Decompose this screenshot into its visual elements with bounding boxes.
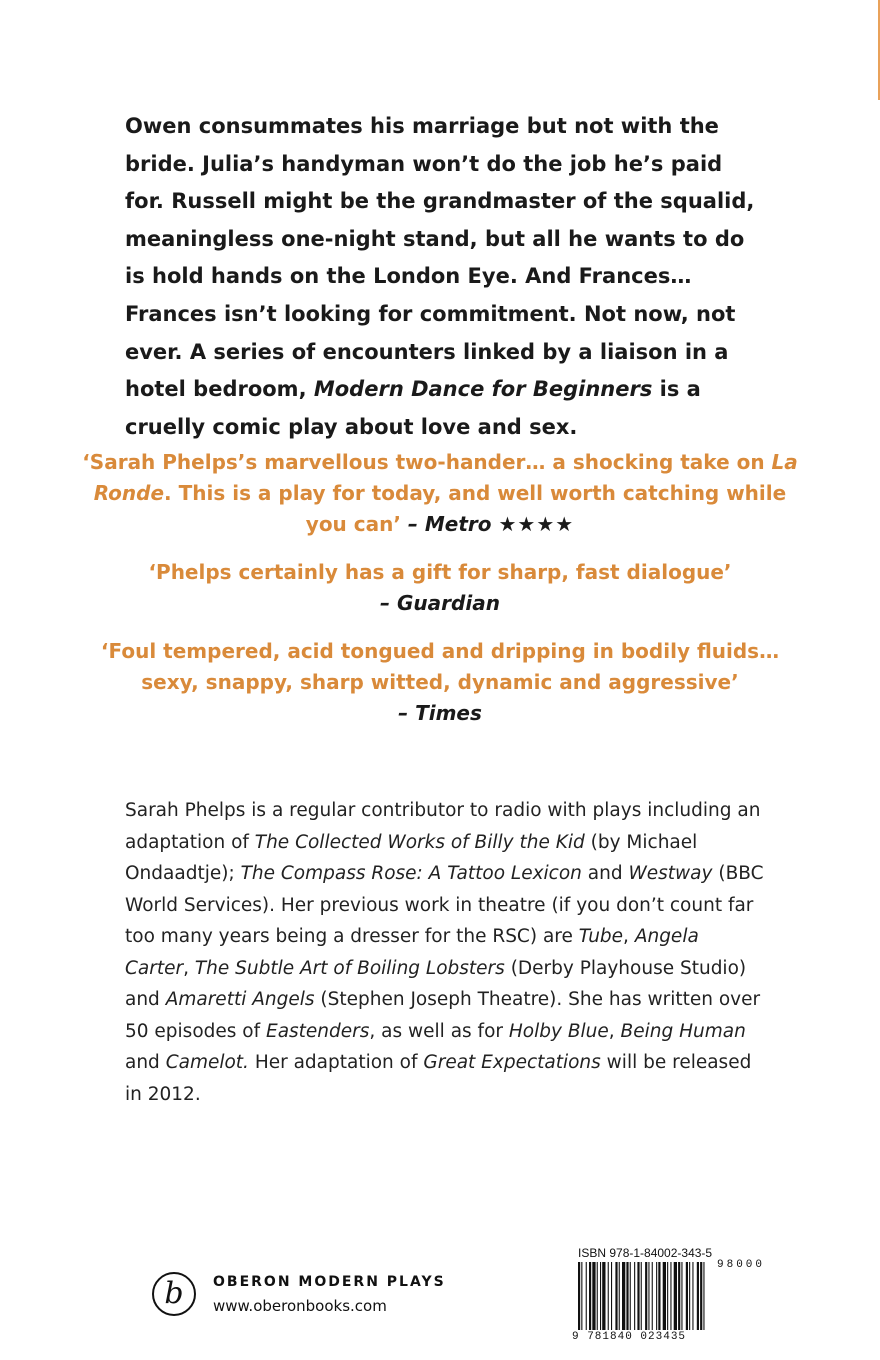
synopsis-blurb [125, 108, 765, 446]
barcode-bar [648, 1262, 649, 1330]
barcode-bar [597, 1262, 598, 1330]
barcode-bar [622, 1262, 625, 1330]
barcode-bar [630, 1262, 631, 1330]
synopsis-paragraph: Owen consummates his marriage but not with the bride. Julia’s handyman won’t do the job he’s paid for. Russell might be the grandmaster of the squalid, meaningless one-night stand, but all he wants to do is hold hands on the London Eye. And Frances… Frances isn’t looking for commitment. Not now, not ever. A series of encounters linked by a liaison in a hotel bedroom, Modern Dance for Beginners is a cruelly comic play about love and sex. [125, 114, 755, 439]
barcode-bar [626, 1262, 628, 1330]
barcode-bar [670, 1262, 671, 1330]
review-quote-times: ‘Foul tempered, acid tongued and dripping in bodily fluids… sexy, snappy, sharp witted, dynamic and aggressive’ – Times [100, 639, 780, 725]
barcode-bar [641, 1262, 642, 1330]
barcode-bar [589, 1262, 591, 1330]
barcode-bar [689, 1262, 690, 1330]
barcode-bar [615, 1262, 617, 1330]
review-quote-guardian: ‘Phelps certainly has a gift for sharp, fast dialogue’ – Guardian [148, 560, 732, 615]
star-rating: ★★★★ [498, 512, 575, 536]
barcode-bar [686, 1262, 688, 1330]
barcode-bar [700, 1262, 702, 1330]
price-code: 98000 [717, 1259, 766, 1271]
barcode-bar [652, 1262, 653, 1330]
barcode-bar [645, 1262, 647, 1330]
barcode-bar [681, 1262, 682, 1330]
barcode-bar [608, 1262, 609, 1330]
barcode-bar [637, 1262, 639, 1330]
barcode-bar [619, 1262, 620, 1330]
author-bio [125, 795, 765, 1110]
review-quotes [80, 447, 800, 746]
barcode-bar [658, 1262, 660, 1330]
publisher-logo-icon: b [152, 1272, 196, 1316]
review-source: – Metro [407, 512, 492, 536]
play-title: Modern Dance for Beginners [313, 377, 653, 402]
review-source: – Times [398, 701, 482, 725]
publisher-website: www.oberonbooks.com [213, 1297, 387, 1315]
barcode-bar [578, 1262, 580, 1330]
barcode-bar [600, 1262, 601, 1330]
barcode-bar [678, 1262, 680, 1330]
barcode-bar [656, 1262, 657, 1330]
barcode-bar [592, 1262, 595, 1330]
barcode-bar [697, 1262, 699, 1330]
barcode-digits: 9 781840 023435 [572, 1331, 687, 1343]
barcode-icon [578, 1262, 770, 1330]
review-source: – Guardian [380, 591, 500, 615]
barcode-bar [663, 1262, 666, 1330]
publisher-imprint: OBERON MODERN PLAYS [213, 1274, 446, 1290]
barcode-bar [703, 1262, 704, 1330]
review-quote-metro: ‘Sarah Phelps’s marvellous two-hander… a shocking take on La Ronde. This is a play for today, and well worth catching while you can’ – Metro ★★★★ [82, 450, 798, 536]
barcode-bar [611, 1262, 612, 1330]
barcode-bar [674, 1262, 677, 1330]
isbn-label: ISBN 978-1-84002-343-5 [578, 1246, 713, 1260]
author-bio-paragraph: Sarah Phelps is a regular contributor to radio with plays including an adaptation of The Collected Works of Billy the Kid (by Michael Ondaadtje); The Compass Rose: A Tattoo Lexicon and Westway (BBC World Services). Her previous work in theatre (if you don’t count far too many years being a dresser for the RSC) are Tube, Angela Carter, The Subtle Art of Boiling Lobsters (Derby Playhouse Studio) and Amaretti Angels (Stephen Joseph Theatre). She has written over 50 episodes of Eastenders, as well as for Holby Blue, Being Human and Camelot. Her adaptation of Great Expectations will be released in 2012. [125, 800, 764, 1105]
barcode-bar [692, 1262, 693, 1330]
barcode-bar [634, 1262, 635, 1330]
barcode-bar [602, 1262, 605, 1330]
barcode-bar [586, 1262, 587, 1330]
barcode-bar [667, 1262, 668, 1330]
barcode-bar [581, 1262, 582, 1330]
